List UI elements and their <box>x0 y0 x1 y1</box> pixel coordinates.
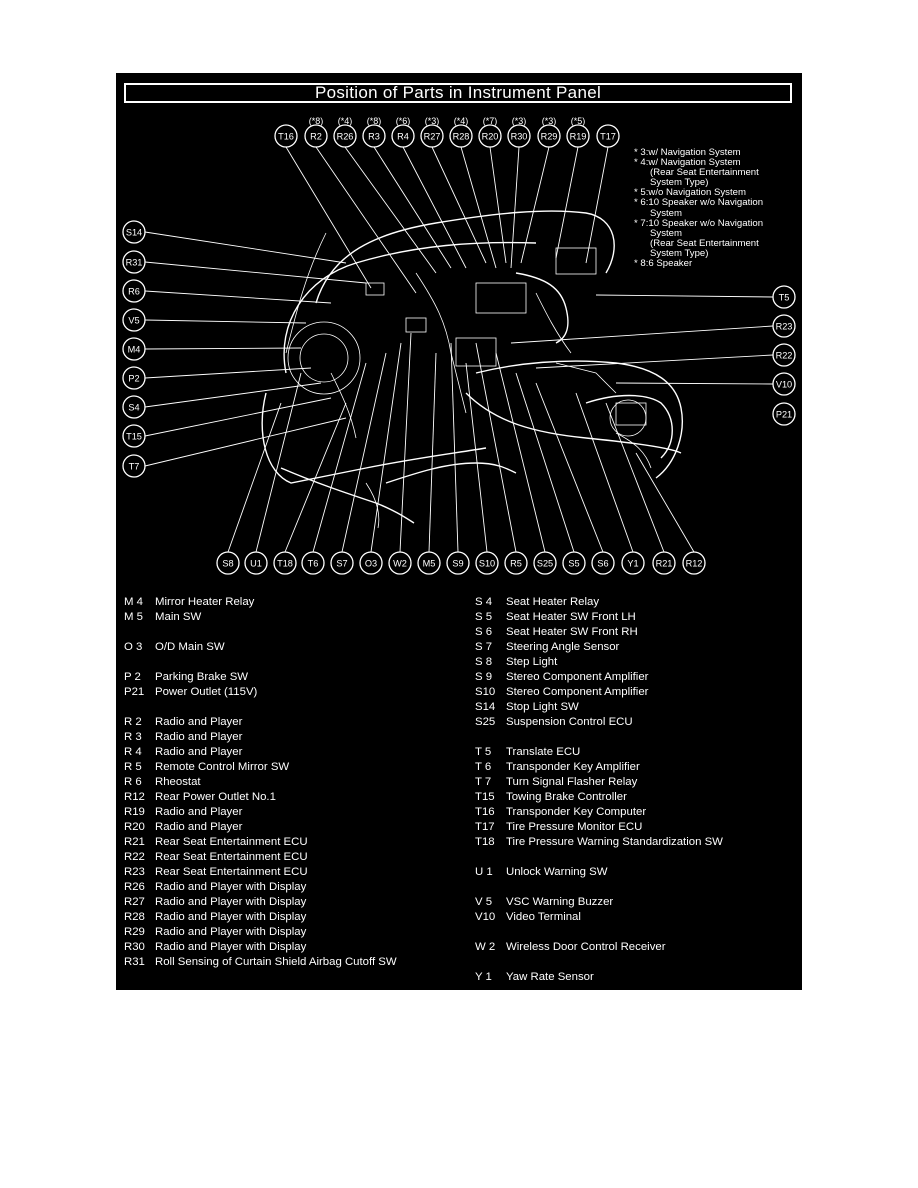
leader-line <box>586 147 608 263</box>
legend-row <box>475 595 723 610</box>
callout-u1 <box>245 552 267 574</box>
legend-row <box>124 910 397 925</box>
legend-row <box>475 625 723 640</box>
legend-code: S 4 <box>475 596 493 608</box>
legend-part-name: VSC Warning Buzzer <box>506 896 614 908</box>
callout-label: R29 <box>540 131 558 142</box>
legend-part-name: Radio and Player with Display <box>155 896 307 908</box>
legend-row <box>124 595 397 610</box>
leader-line <box>145 383 321 407</box>
legend-part-name: Transponder Key Amplifier <box>506 761 640 773</box>
legend-part-name: Roll Sensing of Curtain Shield Airbag Cutoff SW <box>155 956 397 968</box>
callout-label: O3 <box>364 558 378 569</box>
callout-label: R22 <box>775 350 793 361</box>
callout-r20 <box>479 125 501 147</box>
callout-label: M5 <box>422 558 436 569</box>
callout-r12 <box>683 552 705 574</box>
leader-line <box>342 353 386 552</box>
footnotes <box>634 148 802 269</box>
legend-code: T 7 <box>475 776 492 788</box>
legend-row <box>124 790 397 805</box>
legend-code: R26 <box>124 881 145 893</box>
callout-label: S5 <box>568 558 580 569</box>
legend-row <box>124 700 397 715</box>
legend-row <box>475 970 723 985</box>
legend-code: R22 <box>124 851 145 863</box>
callout-r2 <box>305 125 327 147</box>
callout-note: (*4) <box>337 116 353 126</box>
legend-row <box>475 670 723 685</box>
legend-row <box>475 940 723 955</box>
legend-code: Y 1 <box>475 971 492 983</box>
callout-label: U1 <box>250 558 262 569</box>
legend-part-name: Radio and Player with Display <box>155 941 307 953</box>
legend-part-name: Main SW <box>155 611 202 623</box>
callout-w2 <box>389 552 411 574</box>
footnote-line: * 6:10 Speaker w/o Navigation <box>634 197 764 209</box>
legend-row <box>475 715 723 730</box>
callout-s25 <box>534 552 556 574</box>
footnote-line: * 7:10 Speaker w/o Navigation <box>634 217 764 229</box>
legend-code: S14 <box>475 701 496 713</box>
legend-part-name: O/D Main SW <box>155 641 225 653</box>
callout-note: (*8) <box>308 116 324 126</box>
legend-part-name: Towing Brake Controller <box>506 791 627 803</box>
leader-line <box>286 147 371 288</box>
leader-line <box>616 383 773 384</box>
legend-row <box>475 745 723 760</box>
callout-label: S6 <box>597 558 609 569</box>
callout-r31 <box>123 251 145 273</box>
callout-r21 <box>653 552 675 574</box>
legend-part-name: Unlock Warning SW <box>506 866 608 878</box>
callout-label: R3 <box>368 131 380 142</box>
legend-part-name: Radio and Player <box>155 746 243 758</box>
legend-code: S 9 <box>475 671 493 683</box>
legend-part-name: Turn Signal Flasher Relay <box>506 776 638 788</box>
leader-line <box>371 343 401 552</box>
callout-label: S10 <box>478 558 496 569</box>
legend-code: R30 <box>124 941 145 953</box>
legend-part-name: Power Outlet (115V) <box>155 686 258 698</box>
legend-part-name: Stop Light SW <box>506 701 579 713</box>
callout-note: (*3) <box>424 116 440 126</box>
legend-row <box>475 640 723 655</box>
legend-code: R 5 <box>124 761 142 773</box>
legend-code: T17 <box>475 821 495 833</box>
legend-part-name: Translate ECU <box>506 746 581 758</box>
legend-row <box>124 820 397 835</box>
leader-line <box>461 147 496 268</box>
legend-code: P21 <box>124 686 145 698</box>
leader-line <box>516 373 574 552</box>
callout-label: T7 <box>128 461 140 472</box>
callout-p2 <box>123 367 145 389</box>
callout-label: P2 <box>128 373 140 384</box>
legend-row <box>124 730 397 745</box>
legend-part-name: Radio and Player <box>155 806 243 818</box>
legend-part-name: Tire Pressure Warning Standardization SW <box>506 836 723 848</box>
legend-code: M 5 <box>124 611 143 623</box>
callout-s7 <box>331 552 353 574</box>
legend-part-name: Yaw Rate Sensor <box>506 971 594 983</box>
callout-label: S25 <box>536 558 554 569</box>
legend-part-name: Suspension Control ECU <box>506 716 633 728</box>
legend-code: W 2 <box>475 941 496 953</box>
legend-code: T18 <box>475 836 495 848</box>
legend-part-name: Tire Pressure Monitor ECU <box>506 821 643 833</box>
legend-row <box>124 670 397 685</box>
callout-r5 <box>505 552 527 574</box>
legend-row <box>475 685 723 700</box>
callout-y1 <box>622 552 644 574</box>
leader-line <box>256 373 301 552</box>
legend-code: R28 <box>124 911 145 923</box>
leader-line <box>228 403 281 552</box>
callout-note: (*8) <box>366 116 382 126</box>
legend-row <box>124 655 397 670</box>
footnote-line: System Type) <box>634 247 709 259</box>
legend-row <box>124 895 397 910</box>
legend-part-name: Rear Seat Entertainment ECU <box>155 836 308 848</box>
legend-part-name: Stereo Component Amplifier <box>506 686 649 698</box>
legend-row <box>475 955 723 970</box>
legend-part-name: Seat Heater SW Front RH <box>506 626 638 638</box>
legend-row <box>124 865 397 880</box>
legend-left-column <box>124 595 397 970</box>
callout-t6 <box>302 552 324 574</box>
legend-part-name: Video Terminal <box>506 911 581 923</box>
diagram-panel <box>116 73 802 990</box>
callout-label: T15 <box>126 431 142 442</box>
callout-label: R21 <box>655 558 673 569</box>
legend-row <box>124 775 397 790</box>
callout-t15 <box>123 425 145 447</box>
callout-r29 <box>538 125 560 147</box>
leader-line <box>145 418 346 466</box>
legend-code: V 5 <box>475 896 493 908</box>
callout-r6 <box>123 280 145 302</box>
legend-code: R 6 <box>124 776 142 788</box>
legend-code: V10 <box>475 911 496 923</box>
legend-part-name: Mirror Heater Relay <box>155 596 255 608</box>
callout-m5 <box>418 552 440 574</box>
legend-part-name: Rear Power Outlet No.1 <box>155 791 276 803</box>
footnote-line: System Type) <box>634 177 709 189</box>
legend-part-name: Steering Angle Sensor <box>506 641 620 653</box>
footnote-line: * 4:w/ Navigation System <box>634 157 741 169</box>
legend-code: R 3 <box>124 731 142 743</box>
legend-code: T16 <box>475 806 495 818</box>
legend-part-name: Radio and Player <box>155 731 243 743</box>
callout-label: S4 <box>128 402 140 413</box>
leader-line <box>429 353 436 552</box>
legend-part-name: Transponder Key Computer <box>506 806 647 818</box>
leader-line <box>451 343 458 552</box>
callout-label: R27 <box>423 131 441 142</box>
callout-t5 <box>773 286 795 308</box>
legend-part-name: Rear Seat Entertainment ECU <box>155 851 308 863</box>
leader-line <box>145 291 331 303</box>
leader-line <box>536 383 603 552</box>
callout-label: V5 <box>128 315 140 326</box>
legend-row <box>475 610 723 625</box>
legend-part-name: Rear Seat Entertainment ECU <box>155 866 308 878</box>
legend-code: R20 <box>124 821 145 833</box>
leader-line <box>145 348 301 349</box>
legend-row <box>475 760 723 775</box>
legend-code: S 7 <box>475 641 493 653</box>
callout-s6 <box>592 552 614 574</box>
callout-r23 <box>773 315 795 337</box>
legend-row <box>475 925 723 940</box>
callout-label: S7 <box>336 558 348 569</box>
legend-part-name: Seat Heater SW Front LH <box>506 611 636 623</box>
footnote-line: * 3:w/ Navigation System <box>634 147 741 158</box>
callout-label: R31 <box>125 257 143 268</box>
callout-v10 <box>773 373 795 395</box>
callout-label: R26 <box>336 131 354 142</box>
legend-row <box>475 790 723 805</box>
legend-code: R 4 <box>124 746 142 758</box>
legend-part-name: Parking Brake SW <box>155 671 249 683</box>
callout-note: (*4) <box>453 116 469 126</box>
legend-row <box>475 865 723 880</box>
legend-part-name: Radio and Player <box>155 821 243 833</box>
callout-label: R12 <box>685 558 703 569</box>
callout-label: V10 <box>775 379 793 390</box>
legend-part-name: Radio and Player with Display <box>155 926 307 938</box>
callout-note: (*5) <box>570 116 586 126</box>
legend-row <box>124 685 397 700</box>
callout-label: Y1 <box>627 558 639 569</box>
legend-row <box>475 835 723 850</box>
legend-row <box>124 940 397 955</box>
legend-row <box>475 655 723 670</box>
legend-row <box>475 820 723 835</box>
legend-row <box>124 850 397 865</box>
callout-label: T17 <box>600 131 616 142</box>
callout-label: P21 <box>775 409 793 420</box>
legend-row <box>124 880 397 895</box>
legend-part-name: Stereo Component Amplifier <box>506 671 649 683</box>
callout-label: R30 <box>510 131 528 142</box>
legend-code: U 1 <box>475 866 493 878</box>
leader-line <box>145 232 346 263</box>
legend-code: S10 <box>475 686 496 698</box>
leader-line <box>400 333 411 552</box>
legend-part-name: Rheostat <box>155 776 201 788</box>
callout-label: R6 <box>128 286 140 297</box>
callout-label: R28 <box>452 131 470 142</box>
callout-r30 <box>508 125 530 147</box>
legend-part-name: Step Light <box>506 656 558 668</box>
legend-row <box>475 850 723 865</box>
leader-line <box>466 363 487 552</box>
legend-code: S 8 <box>475 656 493 668</box>
callout-label: S9 <box>452 558 464 569</box>
leader-line <box>511 326 773 343</box>
legend-part-name: Wireless Door Control Receiver <box>506 941 666 953</box>
legend-code: R23 <box>124 866 145 878</box>
legend-row <box>124 955 397 970</box>
footnote-line: System <box>634 207 682 219</box>
footnote-line: * 5:w/o Navigation System <box>634 187 746 199</box>
callout-r4 <box>392 125 414 147</box>
callout-note: (*3) <box>511 116 527 126</box>
leader-line <box>316 147 416 293</box>
legend-row <box>475 895 723 910</box>
callout-label: R2 <box>310 131 322 142</box>
legend-row <box>475 730 723 745</box>
legend-row <box>124 835 397 850</box>
legend-row <box>124 805 397 820</box>
callout-r27 <box>421 125 443 147</box>
legend-part-name: Radio and Player <box>155 716 243 728</box>
legend-row <box>124 610 397 625</box>
callout-label: R4 <box>397 131 409 142</box>
legend-code: R12 <box>124 791 145 803</box>
callout-label: T16 <box>278 131 294 142</box>
dashboard-illustration <box>262 211 682 528</box>
callout-label: T18 <box>277 558 293 569</box>
legend-code: S 6 <box>475 626 493 638</box>
callout-s9 <box>447 552 469 574</box>
leader-line <box>476 343 516 552</box>
callout-t16 <box>275 125 297 147</box>
legend-row <box>475 700 723 715</box>
callout-label: T6 <box>307 558 319 569</box>
leader-line <box>511 147 519 268</box>
callout-label: S14 <box>125 227 143 238</box>
callout-o3 <box>360 552 382 574</box>
legend-code: R21 <box>124 836 145 848</box>
legend-code: P 2 <box>124 671 141 683</box>
legend-part-name: Radio and Player with Display <box>155 911 307 923</box>
callout-note: (*3) <box>541 116 557 126</box>
legend-code: T15 <box>475 791 495 803</box>
legend-row <box>124 745 397 760</box>
callout-s4 <box>123 396 145 418</box>
callout-label: R5 <box>510 558 522 569</box>
legend-code: T 6 <box>475 761 492 773</box>
leader-line <box>521 147 549 263</box>
callout-r3 <box>363 125 385 147</box>
callout-t7 <box>123 455 145 477</box>
callout-note: (*7) <box>482 116 498 126</box>
callout-label: W2 <box>393 558 407 569</box>
callout-s10 <box>476 552 498 574</box>
leader-line <box>490 147 506 263</box>
footnote-line: (Rear Seat Entertainment <box>634 237 759 249</box>
legend-row <box>124 625 397 640</box>
legend-row <box>475 880 723 895</box>
callout-label: T5 <box>778 292 790 303</box>
callout-t17 <box>597 125 619 147</box>
legend-code: R 2 <box>124 716 142 728</box>
legend-part-name: Seat Heater Relay <box>506 596 600 608</box>
leader-line <box>145 320 306 323</box>
legend-row <box>124 760 397 775</box>
legend-row <box>124 715 397 730</box>
legend-code: R31 <box>124 956 145 968</box>
legend-code: R29 <box>124 926 145 938</box>
leader-line <box>596 295 773 297</box>
callout-t18 <box>274 552 296 574</box>
callout-s5 <box>563 552 585 574</box>
callout-label: R20 <box>481 131 499 142</box>
callout-r19 <box>567 125 589 147</box>
leader-line <box>145 368 311 378</box>
callout-label: S8 <box>222 558 234 569</box>
leader-line <box>145 398 331 436</box>
page-title: Position of Parts in Instrument Panel <box>124 83 792 103</box>
callout-s8 <box>217 552 239 574</box>
legend-part-name: Remote Control Mirror SW <box>155 761 290 773</box>
legend-code: S 5 <box>475 611 493 623</box>
legend-code: R27 <box>124 896 145 908</box>
callout-r28 <box>450 125 472 147</box>
legend-right-column <box>475 595 723 985</box>
legend-code: R19 <box>124 806 145 818</box>
leader-line <box>496 353 545 552</box>
callout-label: R23 <box>775 321 793 332</box>
callout-m4 <box>123 338 145 360</box>
footnote-line: (Rear Seat Entertainment <box>634 167 759 179</box>
callout-r26 <box>334 125 356 147</box>
callout-s14 <box>123 221 145 243</box>
footnote-line: * 8:6 Speaker <box>634 258 693 270</box>
legend-row <box>475 805 723 820</box>
callout-p21 <box>773 403 795 425</box>
legend-row <box>124 925 397 940</box>
legend-row <box>475 910 723 925</box>
legend-code: T 5 <box>475 746 492 758</box>
footnote-line: System <box>634 227 682 239</box>
callout-note: (*6) <box>395 116 411 126</box>
leader-line <box>556 147 578 258</box>
callout-v5 <box>123 309 145 331</box>
legend-row <box>475 775 723 790</box>
leader-line <box>576 393 633 552</box>
callout-label: M4 <box>127 344 141 355</box>
legend-code: O 3 <box>124 641 143 653</box>
legend-code: M 4 <box>124 596 143 608</box>
callout-r22 <box>773 344 795 366</box>
legend-row <box>124 640 397 655</box>
legend-part-name: Radio and Player with Display <box>155 881 307 893</box>
callout-label: R19 <box>569 131 587 142</box>
legend-code: S25 <box>475 716 496 728</box>
